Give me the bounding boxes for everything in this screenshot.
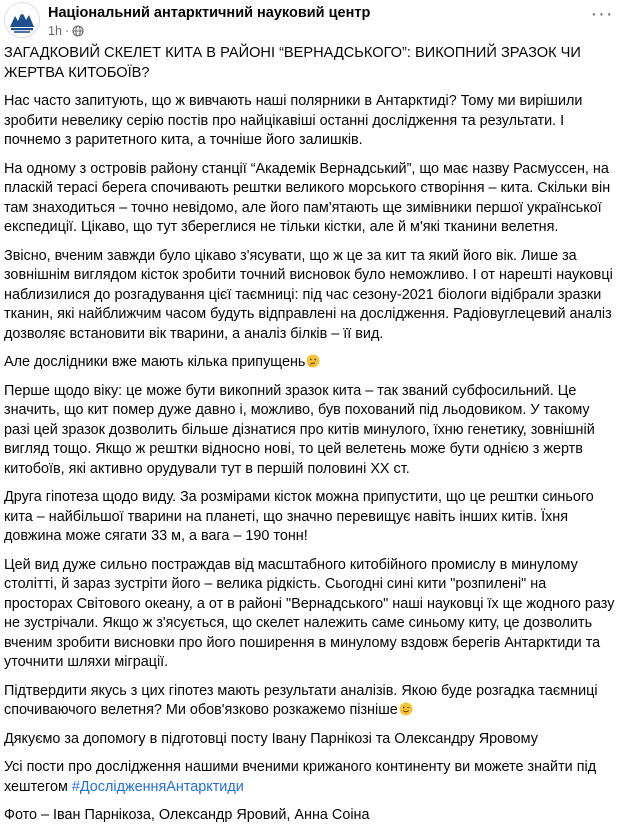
paragraph-research: Звісно, вченим завжди було цікаво з'ясувати, що ж це за кит та який його вік. Лише за зовнішнім виглядом кісток зробити точний висновок було неможливо. І от нарешті науковці наблизилися до розгадування цієї таємниці: під час сезону-2021 біологи відібрали зразки тканин, які найближчим часом будуть відправлені на дослідження. Радіовуглецевий аналіз дозволяє встановити вік тварини, а аналіз білків – її вид. [4, 247, 613, 342]
assumptions-text: Але дослідники вже мають кілька припущень [4, 354, 306, 370]
paragraph-conclusion [4, 682, 616, 721]
thinking-face-emoji-icon [306, 354, 320, 368]
hashtag-intro-text: Усі пости про дослідження нашими вченими крижаного континенту ви можете знайти під хештегом [4, 759, 597, 795]
post-body [4, 44, 616, 835]
paragraph-blue-whale: Цей вид дуже сильно постраждав від масштабного китобійного промислу в минулому столітті, й зараз зустріти його – велика рідкість. Сьогодні сині кити "розпилені" на просторах Світового океану, а от в районі "Вернадського" наші науковці їх ще жодного разу не зустрічали. Якщо ж з'ясується, що скелет належить саме синьому киту, це дозволить вченим зробити висновки про його поширення в минулому вздовж берегів Антарктиди та уточнити шляхи міграції. [4, 556, 615, 670]
post-timestamp[interactable]: 1h [48, 24, 62, 38]
antarctic-center-logo-icon [5, 3, 39, 37]
meta-separator: · [64, 24, 70, 38]
paragraph-thanks: Дякуємо за допомогу в підготовці посту Івану Парнікозі та Олександру Яровому [4, 730, 538, 747]
page-name-link[interactable]: Національний антарктичний науковий центр [48, 5, 371, 21]
paragraph-location: На одному з островів району станції “Академік Вернадський”, що має назву Расмуссен, на пласкій терасі берега спочивають рештки великого морського створіння – кита. Скільки він там знаходиться – точно невідомо, але його пам'ятають ще зимівники першої української експедиції. Цікаво, що тут збереглися не тільки кістки, але й м'які тканини велетня. [4, 160, 611, 235]
post-header [0, 0, 622, 44]
more-options-icon[interactable]: ··· [590, 3, 614, 25]
hashtag-link[interactable]: #ДослідженняАнтарктиди [71, 778, 244, 795]
avatar[interactable] [4, 2, 40, 38]
paragraph-intro: Нас часто запитують, що ж вивчають наші полярники в Антарктиді? Тому ми вирішили зробити невелику серію постів про найцікавіші останні дослідження та результати. І почнемо з раритетного кита, а точніше його залишків. [4, 93, 583, 148]
paragraph-assumptions [4, 353, 616, 373]
paragraph-age-hypothesis: Перше щодо віку: це може бути викопний зразок кита – так званий субфосильний. Це значить, що кит помер дуже давно і, можливо, був похований під льодовиком. У такому разі цей зразок дозволить більше дізнатися про китів минулого, їхню генетику, зовнішній вигляд тощо. Якщо ж рештки відносно нові, то цей велетень може бути однією з жертв китобоїв, які активно орудували тут в першій половині ХХ ст. [4, 382, 595, 477]
paragraph-photo-credits: Фото – Іван Парнікоза, Олександр Яровий, Анна Соіна [4, 807, 370, 823]
conclusion-text: Підтвердити якусь з цих гіпотез мають результати аналізів. Якою буде розгадка таємниці спочиваючого велетня? Ми обов'язково розкажемо пізніше [4, 682, 598, 718]
paragraph-species-hypothesis: Друга гіпотеза щодо виду. За розмірами кісток можна припустити, що це рештки синього кита – найбільшої тварини на планеті, що значно перевищує навіть інших китів. Їхня довжина може сягати 33 м, а вага – 190 тонн! [4, 489, 594, 544]
winking-face-emoji-icon [399, 702, 413, 716]
paragraph-hashtag [4, 758, 616, 797]
globe-icon [72, 25, 84, 37]
post-title: ЗАГАДКОВИЙ СКЕЛЕТ КИТА В РАЙОНІ “ВЕРНАДСЬКОГО”: ВИКОПНИЙ ЗРАЗОК ЧИ ЖЕРТВА КИТОБОЇВ? [4, 45, 581, 81]
post-meta [48, 24, 84, 38]
